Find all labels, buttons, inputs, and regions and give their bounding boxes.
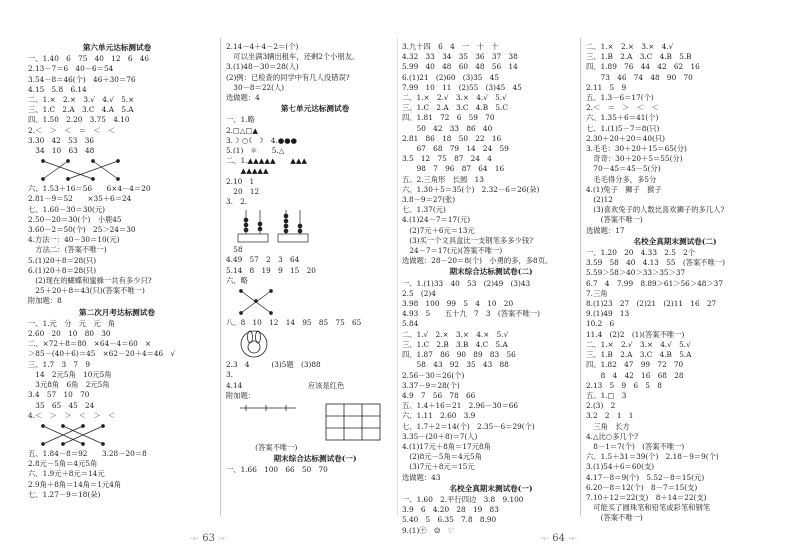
answer-line: 14 2元5角 10元5角 xyxy=(28,369,112,379)
answer-diagram xyxy=(236,208,404,244)
answer-line: 3.4 57 10 70 xyxy=(28,390,90,400)
answer-line: 八、8 10 12 14 95 85 75 65 xyxy=(226,318,362,328)
answer-line: 6.(1)21 (2)60 (3)35 45 xyxy=(402,72,500,82)
answer-line: 四、1.82 47 99 72 70 xyxy=(586,360,684,370)
answer-line: 可以坐满3辆出租车，还剩2个小朋友。 xyxy=(226,52,360,62)
answer-line: 六、1.30＋5＝35(个) 2.32－6＝26(朵) xyxy=(402,184,540,194)
answer-line: 24－7＝17(元)(答案不唯一) xyxy=(402,246,503,256)
answer-line: 6.(1)20＋8＝28(只) xyxy=(28,265,97,275)
answer-line: 70－45＝45－5(分) xyxy=(586,164,661,174)
answer-line: 五、2.三角形 长圆 13 xyxy=(402,174,484,184)
answer-line: 5.84 xyxy=(402,319,419,329)
answer-line: 11.4 (2)2 (1)(答案不唯一) xyxy=(586,329,685,339)
answer-line: 73 46 74 48 90 70 xyxy=(586,72,693,82)
test-section-title: 名校全真期末测试卷(一) xyxy=(449,483,533,493)
answer-line: 5.14 8 19 9 15 20 xyxy=(226,265,316,275)
answer-line: 8－1＝7(个) (答案不唯一) xyxy=(586,441,685,451)
ornament-icon: ·∘· xyxy=(540,534,550,543)
answer-line: 3.(1)48－30＝28(人) xyxy=(226,62,299,72)
answer-line: 4.△比○多几个? xyxy=(586,431,639,441)
answer-line: 一、1.(1)33 40 53 (2)49 (3)43 xyxy=(402,278,531,288)
answer-line: 3.35－(20＋8)＝7(人) xyxy=(402,431,478,441)
answer-line: 2.8元－5角＝4元5角 xyxy=(28,459,98,469)
answer-line: 七、1.7＋2＝14(个) 2.35－6＝29(个) xyxy=(402,421,535,431)
ornament-icon: ·∘· xyxy=(190,534,200,543)
answer-line: 七、1.60－30＝30(元) xyxy=(28,204,105,214)
answer-line: 3.37－9＝28(个) xyxy=(402,380,460,390)
answer-line: 六、略 xyxy=(226,275,248,285)
answer-line: 2.81－9＝52 ×35＋6＝24 xyxy=(28,194,132,204)
answer-line: 2.5 (2)4 xyxy=(402,288,436,298)
answer-line: (答案不唯一) xyxy=(586,513,643,523)
answer-line: 3.60－2＝50(个) 25＞24＝30 xyxy=(28,225,136,235)
answer-line: 2.(3) 2 xyxy=(586,401,616,411)
answer-line: 3.5 12 75 87 24 4 xyxy=(402,154,492,164)
answer-line: 四、1.81 72 6 59 70 xyxy=(402,113,495,123)
answer-line: 7.99 10 11 (2)55 (3)45 45 xyxy=(402,82,522,92)
answer-line: 3.98 100 99 5 4 10 20 xyxy=(402,299,514,309)
answer-line: 选做题：4 xyxy=(226,93,260,103)
answer-line: 四、1.50 2.20 3.75 4.10 xyxy=(28,115,130,125)
answer-line: 四、1.87 86 90 89 83 56 xyxy=(402,350,516,360)
answer-line: 3元8角 6角 2元5角 xyxy=(28,380,110,390)
answer-line: 8.(1)23 27 (2)21 (2)11 16 27 xyxy=(586,299,717,309)
answer-line: 六、1.53＋16＝56 6×4－4＝20 xyxy=(28,184,151,194)
answer-line: 2.56－30＝26(个) xyxy=(402,370,465,380)
answer-line: ▲▲▲▲▲ xyxy=(226,166,269,176)
answer-line: (3)7元＋8元＝15元 xyxy=(402,462,475,472)
answer-line: 4.93 5 五十九 7 3 (答案不唯一) xyxy=(402,309,541,319)
answer-line: 可能买了圆珠笔和铅笔或彩笔和钢笔 xyxy=(586,503,711,513)
answer-line: 3.54－8＝46(个) 46＋30＝76 xyxy=(28,74,136,84)
answer-line: 三、1.C 2.A 3.C 4.B 5.C xyxy=(402,103,508,113)
ornament-icon: ·∘· xyxy=(568,534,578,543)
answer-line: 7.三角 xyxy=(586,288,608,298)
answer-line: 六、1.5＋31＝39(个) 2.18－9＝9(个) xyxy=(586,452,719,462)
answer-line: 3.9 6 4.20 28 19 83 xyxy=(402,505,499,515)
answer-line: 4.＜ ＞ ＞ ＜ ＞ ＜ xyxy=(28,410,116,420)
answer-line: 六、1.11 2.60 3.9 xyxy=(402,411,476,421)
test-section-title: 期末综合达标测试卷(一) xyxy=(273,454,357,464)
answer-line: ＞85－(40＋6)＝45 ×62－20＋4＝46 √ xyxy=(28,349,176,359)
answer-line: 6.20－8＝12(个) 8－7＝15(支) xyxy=(586,482,698,492)
answer-line: 2.3 4 (3)5题 (3)88 xyxy=(226,360,321,370)
answer-line: 六、1.9元＋8元＝14元 xyxy=(28,469,105,479)
page-number-text: 63 xyxy=(202,533,215,544)
answer-line: 二、1.× 2.√ 3.× 4.√ 5.√ xyxy=(402,93,507,103)
answer-line: 58 43 92 35 43 88 xyxy=(402,360,509,370)
answer-line: 35 65 45 24 xyxy=(28,400,95,410)
answer-line: 三、1.B 2.A 3.C 4.B 5.A xyxy=(586,350,692,360)
answer-line: 2.30＋20＋20＝40(只) xyxy=(586,133,665,143)
answer-line: 3.30 42 53 36 xyxy=(28,135,94,145)
answer-line: 奇奇：30＋20＋5＝55(分) xyxy=(586,154,683,164)
answer-line: 20 12 xyxy=(226,186,260,196)
answer-line: 4.(1)24－7＝17(元) xyxy=(402,215,471,225)
answer-line: 4.15 5.8 6.14 xyxy=(28,84,87,94)
page-number-left xyxy=(190,533,227,544)
answer-diagram xyxy=(38,422,206,448)
answer-line: 8 4 42 16 68 28 xyxy=(586,370,684,380)
answer-line: 五、1.84－8＝92 3.28－20＝8 xyxy=(28,448,147,458)
answer-line: 一、1.20 20 4.33 2.5 2个 xyxy=(586,248,696,258)
answer-line: 2.10 1 xyxy=(226,176,255,186)
answer-line: 5.40 5 6.35 7.8 8.90 xyxy=(402,515,497,525)
answer-line: (2)现在的蝴蝶和蜜蜂一共有多少只? xyxy=(28,276,152,286)
answer-line: 附加题：8 xyxy=(28,296,62,306)
answer-diagram xyxy=(236,329,404,359)
answer-diagram xyxy=(38,157,206,183)
answer-line: 98 7 96 87 64 16 xyxy=(402,164,505,174)
answer-line: 10.2 6 xyxy=(586,319,615,329)
answer-line: (2)8元－5角＝4元5角 xyxy=(402,452,482,462)
answer-line: 2.9角＋8角＝14角＝1元4角 xyxy=(28,479,122,489)
answer-line: 5.(1)20＋8＝28(只) xyxy=(28,255,97,265)
answer-line: (2)12 xyxy=(586,195,613,205)
answer-line: 三、1.C 2.B 3.B 4.C 5.A xyxy=(402,339,508,349)
answer-line: 三、1.C 2.A 3.C 4.A 5.A xyxy=(28,105,134,115)
answer-line: 一、1.元 分 元 元 角 xyxy=(28,318,116,328)
answer-line: (3)喜欢兔子的人数比喜欢狮子的多几人? xyxy=(586,205,725,215)
answer-line: 选做题：17 xyxy=(586,225,625,235)
page-number-right xyxy=(540,533,577,544)
answer-line: 2.50－20＝30(个) 小鹿45 xyxy=(28,214,122,224)
answer-line: 二、1.▲▲▲▲▲ ▲▲▲ xyxy=(226,156,308,166)
answer-line: 2.14－4＋4－2＝(个) xyxy=(226,42,299,51)
answer-line: 5.99 40 48 60 48 56 14 xyxy=(402,62,518,72)
answer-line: 2.＜ ＝ ＞ ＜ ＜ xyxy=(586,103,659,113)
answer-line: 3. xyxy=(226,370,233,380)
answer-line: 2.60 20 10 80 30 xyxy=(28,329,111,339)
answer-line: 2.81 86 18 50 22 16 xyxy=(402,133,502,143)
answer-line: 2.□△□▲ xyxy=(226,125,258,135)
answer-line: 七、1.27－9＝18(朵) xyxy=(28,489,101,499)
answer-line: (3)买一个文具盒比一支钢笔多多少钱? xyxy=(402,235,533,245)
answer-line: (2)例：已检查的同学中有几人没错误? xyxy=(226,72,350,82)
ornament-icon: ·∘· xyxy=(218,534,228,543)
answer-line: (答案不唯一) xyxy=(586,215,643,225)
answer-line: 二、1.× 2.× 3.√ 4.√ 5.× xyxy=(28,95,135,105)
answer-line: 4.(1)兔子 狮子 猴子 xyxy=(586,184,662,194)
answer-line: 4.32 33 34 35 36 37 38 xyxy=(402,52,518,62)
answer-column-2 xyxy=(226,42,404,476)
answer-line: 一、1.66 100 66 50 70 xyxy=(226,465,328,475)
answer-column-4 xyxy=(586,42,764,524)
answer-line: 七、1.(1)5－7＝8(只) xyxy=(586,123,660,133)
answer-line: 50 42 33 86 40 xyxy=(402,123,493,133)
test-section-title: 第六单元达标测试卷 xyxy=(82,43,152,52)
answer-line: 67 68 79 14 24 59 xyxy=(402,144,509,154)
answer-line: 3.(1)54＋6＝60(支) xyxy=(586,462,655,472)
answer-diagram xyxy=(236,287,404,317)
answer-line: 五、1.□ 3 xyxy=(586,390,627,400)
answer-line: 25＋20＋8＝43(只)(答案不唯一) xyxy=(28,286,145,296)
answer-line: 4.49 57 2 3 64 xyxy=(226,255,300,265)
answer-line: 3.☽ ○☾ ☽ 4.●●● xyxy=(226,135,297,145)
answer-line: 2.11 5 9 xyxy=(586,82,627,92)
answer-line: 4.14 应该是红色 xyxy=(226,380,345,390)
test-section-title: 期末综合达标测试卷(二) xyxy=(449,267,533,277)
answer-line: 9.(1)㊉ ☺ ♡ xyxy=(402,525,455,535)
answer-line: 二、×72＋8＝80 ×64－4＝60 × xyxy=(28,339,152,349)
answer-line: 9.(1)49 13 xyxy=(586,309,630,319)
answer-line: 34 10 63 48 xyxy=(28,146,95,156)
answer-line: 3. 2. xyxy=(226,197,248,207)
answer-line: 七、1.37(元) xyxy=(402,205,446,215)
answer-line: 六、1.35＋6＝41(个) xyxy=(586,113,659,123)
test-section-title: 第七单元达标测试卷 xyxy=(280,104,350,114)
answer-line: (答案不唯一) xyxy=(226,443,298,453)
answer-diagram xyxy=(236,402,404,442)
answer-line: 选做题：28－20＝8(个) 小勇的多，多8页。 xyxy=(402,256,553,266)
answer-line: 5.59＞58＞40＞33＞35＞37 xyxy=(586,268,686,278)
answer-line: 方法二：(答案不唯一) xyxy=(28,245,107,255)
answer-line: 3.8－9＝27(张) xyxy=(402,195,456,205)
answer-line: 五、1.3－6＝17(个) xyxy=(586,93,654,103)
answer-line: 4.17－8＝9(个) 5.52－8＝15(元) xyxy=(586,472,705,482)
answer-line: 一、1.略 xyxy=(226,115,255,125)
answer-line: 一、1.60 2.平行四边 3.8 9.100 xyxy=(402,494,524,504)
answer-line: 三、1.7 3 7 9 xyxy=(28,359,91,369)
column-divider xyxy=(220,38,221,516)
answer-line: 6.7 4 7.99 8.89＞61＞56＞48＞37 xyxy=(586,278,723,288)
answer-line: 一、1.40 6 75 40 12 6 46 xyxy=(28,54,150,64)
answer-line: 2.＜ ＞ ＜ ＝ ＜ ＜ xyxy=(28,125,116,135)
answer-line: 附加题： xyxy=(226,390,256,400)
test-section-title: 名校全真期末测试卷(二) xyxy=(633,236,717,246)
answer-line: 毛毛得分多，多5分 xyxy=(586,174,657,184)
answer-line: 二、1.× 2.√ 3.× 4.√ 5.√ xyxy=(586,339,691,349)
answer-line: 三角 长方 xyxy=(586,421,630,431)
answer-line: 30－8＝22(人) xyxy=(226,82,285,92)
answer-column-1 xyxy=(28,42,206,500)
answer-line: 二、1.× 2.× 3.× 4.√ xyxy=(586,42,674,51)
column-divider xyxy=(580,38,581,516)
answer-line: 二、1.√ 2.× 3.× 4.× 5.√ xyxy=(402,329,509,339)
answer-line: 3.2 2 1 1 xyxy=(586,411,634,421)
answer-line: 7.10＋12＝22(支) 8＋14＝22(支) xyxy=(586,492,707,502)
page-number-text: 64 xyxy=(552,533,565,544)
answer-line: 3.59 58 40 4.13 55 (答案不唯一) xyxy=(586,258,726,268)
answer-line: 2.13 5 9 6 5 8 xyxy=(586,380,662,390)
answer-line: 五、1.4＋16＝21 2.96－30＝66 xyxy=(402,401,519,411)
answer-line: 58 xyxy=(226,245,243,255)
answer-line: 4.方法一：40－30＝10(元) xyxy=(28,235,120,245)
answer-line: 三、1.B 2.A 3.C 4.B 5.B xyxy=(586,52,692,62)
answer-line: 选做题：43 xyxy=(402,472,441,482)
answer-line: 3.毛毛：30＋20＋15＝65(分) xyxy=(586,144,687,154)
answer-line: 4.(1)17元＋8角＝17元8角 xyxy=(402,441,491,451)
answer-line: 四、1.89 76 44 42 62 16 xyxy=(586,62,700,72)
answer-column-3 xyxy=(402,42,580,536)
answer-line: (2)7元＋6元＝13元 xyxy=(402,225,475,235)
answer-line: 3.九十四 6 4 一 十 十 xyxy=(402,42,499,51)
answer-line: 5.(1) ☼ 5.△ xyxy=(226,146,285,156)
test-section-title: 第二次月考达标测试卷 xyxy=(79,307,155,317)
answer-line: 2.13－7＝6 40－6＝54 xyxy=(28,64,114,74)
answer-line: 4.9 7 56 78 66 xyxy=(402,390,476,400)
